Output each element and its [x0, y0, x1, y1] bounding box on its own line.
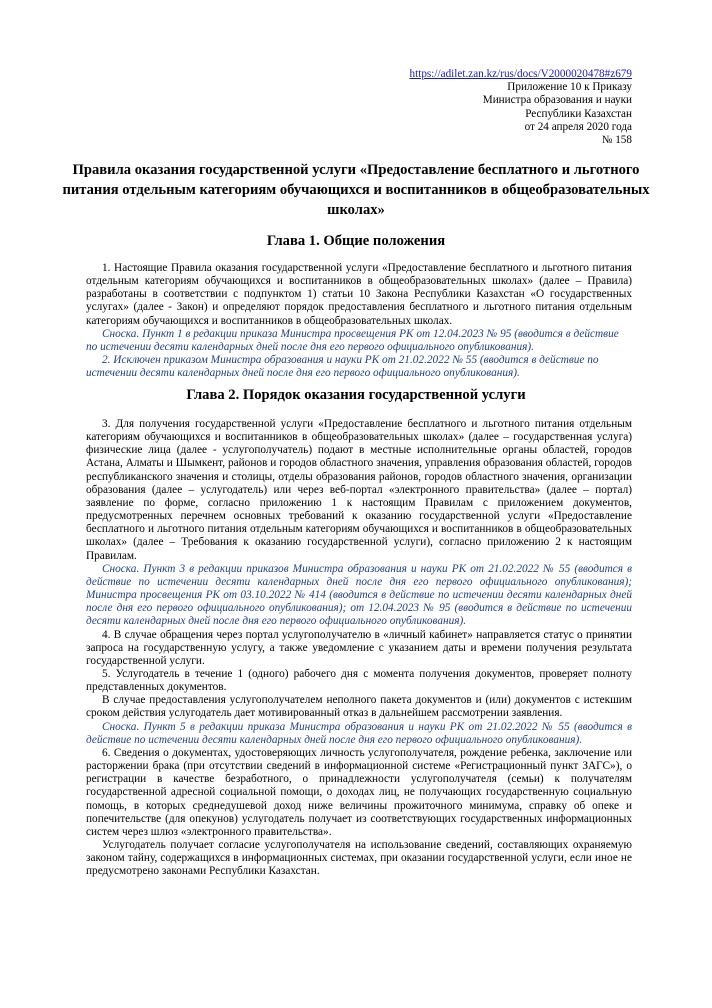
footnote-paragraph-5: Сноска. Пункт 5 в редакции приказа Министра образования и науки РК от 21.02.2022 № 55 (вводится в действие по истечении десяти календарных дней после дня его первого официального опубликования). — [86, 720, 632, 746]
paragraph-3: 3. Для получения государственной услуги «Предоставление бесплатного и льготного питания отдельным категориям обучающихся и воспитанников в общеобразовательных школах» (далее – государственная услуга) физические лица (далее - услугополучатель) подают в местные исполнительные органы областей, городов Астана, Алматы и Шымкент, районов и городов областного значения, управления образования областей, городов республиканского значения и столицы, отделы образования районов, городов областного значения, организации образования (далее – услугодатель) или через веб-портал «электронного правительства» (далее – портал) заявление по форме, согласно приложению 1 к настоящим Правилам с приложением документов, предусмотренных перечнем основных требований к оказанию государственной услуги «Предоставление бесплатного и льготного питания отдельным категориям обучающихся и воспитанников в общеобразовательных школах» (далее – Требования к оказанию государственной услуги), согласно приложению 2 к настоящим Правилам. — [86, 418, 632, 562]
header-line-republic: Республики Казахстан — [525, 107, 632, 120]
chapter-1-body — [86, 262, 632, 380]
footnote-paragraph-2: 2. Исключен приказом Министра образования и науки РК от 21.02.2022 № 55 (вводится в действие по истечении десяти календарных дней после дня его первого официального опубликования). — [86, 354, 599, 380]
header-line-date: от 24 апреля 2020 года — [524, 120, 632, 133]
source-link[interactable]: https://adilet.zan.kz/rus/docs/V2000020478#z679 — [409, 68, 632, 80]
paragraph-6: 6. Сведения о документах, удостоверяющих личность услугополучателя, рождение ребенка, заключение или расторжении брака (при отсутствии сведений в информационной системе «Регистрационный пункт ЗАГС»), о регистрации в качестве безработного, о принадлежности услугополучателя (семьи) к получателям государственной адресной социальной помощи, о доходах лиц, не получающих государственную социальную помощь, в которых среднедушевой доход ниже величины прожиточного минимума, справку об опеке и попечительстве (для опекунов) услугодатель получает из соответствующих государственных информационных систем через шлюз «электронного правительства». — [86, 746, 632, 838]
paragraph-5: 5. Услугодатель в течение 1 (одного) рабочего дня с момента получения документов, проверяет полноту представленных документов. — [86, 667, 632, 694]
document-header — [212, 68, 632, 147]
chapter-2-heading: Глава 2. Порядок оказания государственной услуги — [186, 387, 526, 403]
header-line-minister: Министра образования и науки — [482, 94, 632, 107]
footnote-paragraph-3: Сноска. Пункт 3 в редакции приказов Министра образования и науки РК от 21.02.2022 № 55 (вводится в действие по истечении десяти календарных дней после дня его первого официального опубликования); Министра просвещения РК от 03.10.2022 № 414 (вводится в действие по истечении десяти календарных дней после дня его первого официального опубликования); от 12.04.2023 № 95 (вводится в действие по истечении десяти календарных дней после дня его первого официального опубликования). — [86, 562, 632, 628]
header-line-appendix: Приложение 10 к Приказу — [507, 81, 632, 94]
chapter-2-body — [86, 418, 632, 878]
footnote-paragraph-1: Сноска. Пункт 1 в редакции приказа Министра просвещения РК от 12.04.2023 № 95 (вводится в действие по истечении десяти календарных дней после дня его первого официального опубликования). — [86, 327, 619, 353]
chapter-1-heading: Глава 1. Общие положения — [266, 233, 446, 249]
paragraph-5-refusal: В случае предоставления услугополучателем неполного пакета документов и (или) документов с истекшим сроком действия услугодатель дает мотивированный отказ в дальнейшем рассмотрении заявления. — [86, 694, 632, 720]
paragraph-4: 4. В случае обращения через портал услугополучателю в «личный кабинет» направляется статус о принятии запроса на государственную услугу, а также уведомление с указанием даты и времени получения результата государственной услуги. — [86, 628, 632, 667]
document-title: Правила оказания государственной услуги «Предоставление бесплатного и льготного питания отдельным категориям обучающихся и воспитанников в общеобразовательных школах» — [62, 162, 650, 218]
paragraph-6-consent: Услугодатель получает согласие услугополучателя на использование сведений, составляющих охраняемую законом тайну, содержащихся в информационных системах, при оказании государственной услуги, если иное не предусмотрено законами Республики Казахстан. — [86, 839, 632, 878]
paragraph-1: 1. Настоящие Правила оказания государственной услуги «Предоставление бесплатного и льготного питания отдельным категориям обучающихся и воспитанников в общеобразовательных школах» (далее – Правила) разработаны в соответствии с подпунктом 1) статьи 10 Закона Республики Казахстан «О государственных услугах» (далее - Закон) и определяют порядок предоставления бесплатного и льготного питания отдельным категориям обучающихся и воспитанников в общеобразовательных школах. — [86, 262, 632, 327]
header-line-number: № 158 — [601, 134, 632, 147]
